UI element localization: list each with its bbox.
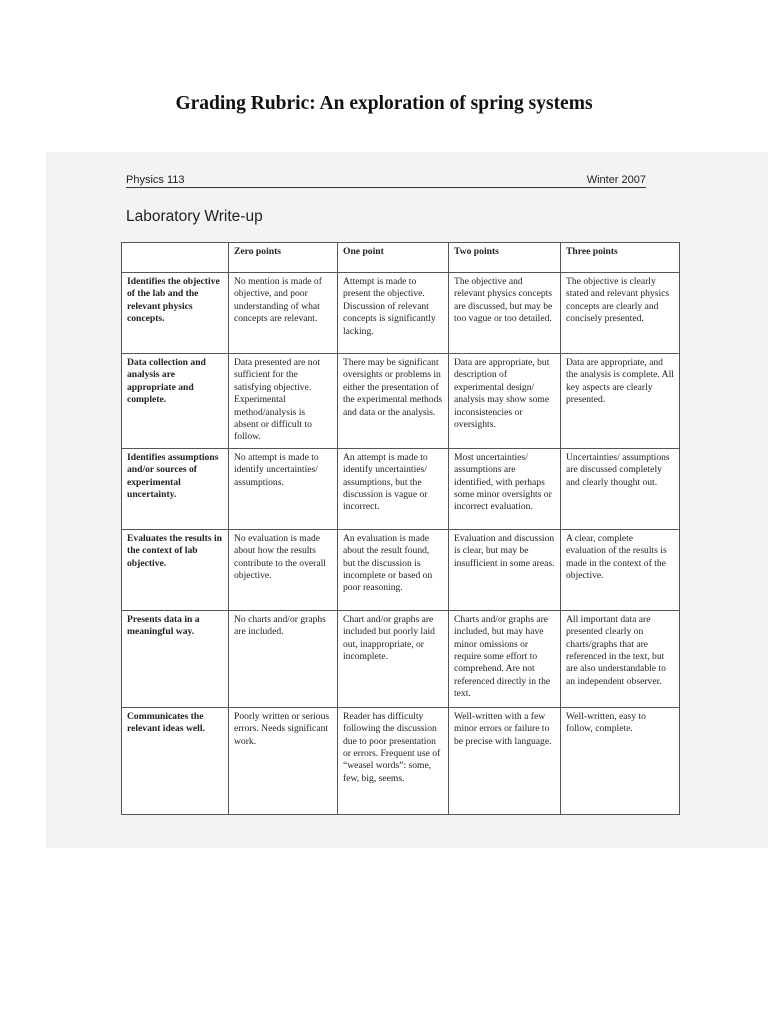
two-points-cell: Well-written with a few minor errors or failure to be precise with language.	[449, 707, 561, 814]
one-point-cell: An evaluation is made about the result found, but the discussion is incomplete or based on poor reasoning.	[338, 529, 449, 610]
three-points-cell: The objective is clearly stated and relevant physics concepts are clearly and concisely presented.	[561, 273, 680, 354]
zero-points-cell: No charts and/or graphs are included.	[229, 610, 338, 707]
one-point-cell: Attempt is made to present the objective. Discussion of relevant concepts is significantly lacking.	[338, 273, 449, 354]
three-points-cell: Well-written, easy to follow, complete.	[561, 707, 680, 814]
two-points-cell: Most uncertainties/ assumptions are identified, with perhaps some minor oversights or incorrect evaluation.	[449, 448, 561, 529]
course-term: Winter 2007	[586, 174, 646, 186]
two-points-cell: Charts and/or graphs are included, but may have minor omissions or require some effort to comprehend. Are not referenced directly in the text.	[449, 610, 561, 707]
header-one-point: One point	[338, 243, 449, 273]
table-row	[122, 610, 680, 707]
section-title: Laboratory Write-up	[126, 208, 263, 225]
one-point-cell: Reader has difficulty following the discussion due to poor presentation or errors. Frequent use of “weasel words”: some, few, big, seems.	[338, 707, 449, 814]
header-two-points: Two points	[449, 243, 561, 273]
table-row	[122, 273, 680, 354]
three-points-cell: Uncertainties/ assumptions are discussed completely and clearly thought out.	[561, 448, 680, 529]
header-zero-points: Zero points	[229, 243, 338, 273]
two-points-cell: The objective and relevant physics concepts are discussed, but may be too vague or too detailed.	[449, 273, 561, 354]
three-points-cell: A clear, complete evaluation of the results is made in the context of the objective.	[561, 529, 680, 610]
zero-points-cell: No mention is made of objective, and poor understanding of what concepts are relevant.	[229, 273, 338, 354]
document-title: Grading Rubric: An exploration of spring systems	[175, 93, 593, 114]
zero-points-cell: No evaluation is made about how the results contribute to the overall objective.	[229, 529, 338, 610]
criterion-cell: Identifies the objective of the lab and the relevant physics concepts.	[122, 273, 229, 354]
rubric-header-row	[122, 243, 680, 273]
table-row	[122, 707, 680, 814]
criterion-cell: Communicates the relevant ideas well.	[122, 707, 229, 814]
criterion-cell: Presents data in a meaningful way.	[122, 610, 229, 707]
three-points-cell: All important data are presented clearly on charts/graphs that are referenced in the text, but are also understandable to an independent observer.	[561, 610, 680, 707]
criterion-cell: Identifies assumptions and/or sources of experimental uncertainty.	[122, 448, 229, 529]
zero-points-cell: Data presented are not sufficient for the satisfying objective. Experimental method/analysis is absent or difficult to follow.	[229, 354, 338, 449]
two-points-cell: Evaluation and discussion is clear, but may be insufficient in some areas.	[449, 529, 561, 610]
table-row	[122, 448, 680, 529]
one-point-cell: There may be significant oversights or problems in either the presentation of the experimental methods and data or the analysis.	[338, 354, 449, 449]
header-three-points: Three points	[561, 243, 680, 273]
rubric-table	[121, 242, 680, 815]
table-row	[122, 529, 680, 610]
course-header-line	[126, 174, 646, 188]
course-name: Physics 113	[126, 174, 185, 186]
zero-points-cell: Poorly written or serious errors. Needs significant work.	[229, 707, 338, 814]
zero-points-cell: No attempt is made to identify uncertainties/ assumptions.	[229, 448, 338, 529]
criterion-cell: Data collection and analysis are appropriate and complete.	[122, 354, 229, 449]
table-row	[122, 354, 680, 449]
criterion-cell: Evaluates the results in the context of lab objective.	[122, 529, 229, 610]
three-points-cell: Data are appropriate, and the analysis is complete. All key aspects are clearly presented.	[561, 354, 680, 449]
header-criterion	[122, 243, 229, 273]
one-point-cell: An attempt is made to identify uncertainties/ assumptions, but the discussion is vague or incorrect.	[338, 448, 449, 529]
two-points-cell: Data are appropriate, but description of experimental design/ analysis may show some inconsistencies or oversights.	[449, 354, 561, 449]
one-point-cell: Chart and/or graphs are included but poorly laid out, inappropriate, or incomplete.	[338, 610, 449, 707]
